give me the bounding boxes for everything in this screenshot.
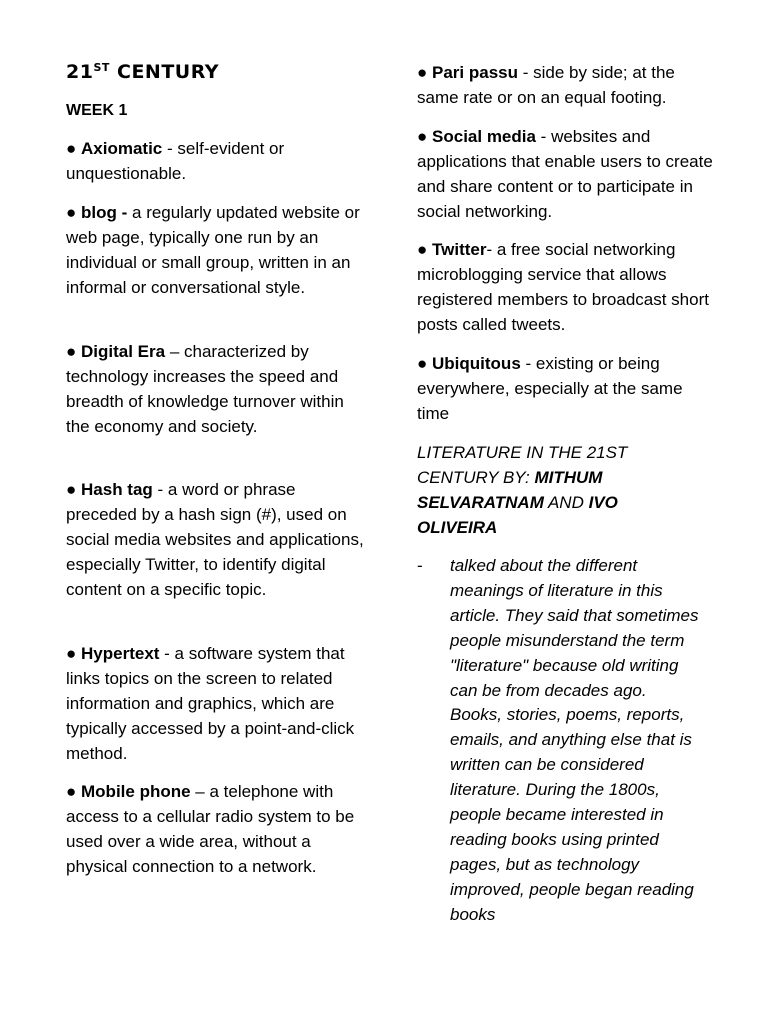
bullet-icon: ● <box>66 342 77 361</box>
separator: – <box>190 782 210 801</box>
glossary-definition: side by side; at the same rate or on an equal footing. <box>417 63 675 107</box>
glossary-definition: characterized by technology increases the speed and breadth of knowledge turnover within the economy and society. <box>66 342 344 436</box>
glossary-term: Axiomatic <box>81 139 163 158</box>
separator: - <box>159 644 175 663</box>
glossary-entry-twitter <box>417 238 717 338</box>
glossary-term: Digital Era <box>81 342 166 361</box>
bullet-icon: ● <box>66 644 77 663</box>
title-text: CENTURY <box>109 61 220 83</box>
bullet-icon: ● <box>66 480 77 499</box>
glossary-definition: websites and applications that enable users to create and share content or to participate in social networking. <box>417 127 713 221</box>
glossary-term: Ubiquitous <box>432 354 521 373</box>
glossary-term: Twitter <box>432 240 487 259</box>
separator: - <box>152 480 168 499</box>
literature-heading <box>417 441 647 541</box>
glossary-entry-blog <box>66 201 366 301</box>
bullet-icon: ● <box>417 127 428 146</box>
glossary-definition: a software system that links topics on the screen to related information and graphics, which are typically accessed by a point-and-click method. <box>66 644 355 763</box>
bullet-icon: ● <box>66 139 77 158</box>
title-superscript: ST <box>93 61 110 74</box>
bullet-icon: ● <box>417 354 428 373</box>
separator: – <box>165 342 185 361</box>
bullet-icon: ● <box>66 203 77 222</box>
glossary-entry-ubiquitous <box>417 352 717 427</box>
glossary-term: blog - <box>81 203 128 222</box>
glossary-entry-pari-passu <box>417 61 717 111</box>
separator: - <box>518 63 534 82</box>
glossary-definition: self-evident or unquestionable. <box>66 139 285 183</box>
glossary-term: Pari passu <box>432 63 519 82</box>
glossary-term: Hypertext <box>81 644 160 663</box>
glossary-definition: a word or phrase preceded by a hash sign (#), used on social media websites and applications, especially Twitter, to identify digital content on a specific topic. <box>66 480 364 599</box>
bullet-icon: ● <box>417 63 428 82</box>
glossary-term: Hash tag <box>81 480 153 499</box>
glossary-term: Mobile phone <box>81 782 191 801</box>
glossary-definition: a regularly updated website or web page, typically one run by an individual or small group, written in an informal or conversational style. <box>66 203 360 297</box>
glossary-definition: a free social networking microblogging service that allows registered members to broadcast short posts called tweets. <box>417 240 709 334</box>
glossary-entry-axiomatic <box>66 137 366 187</box>
author-name: MITHUM SELVARATNAM <box>417 467 603 512</box>
glossary-entry-mobile-phone <box>66 780 366 880</box>
separator: - <box>520 354 536 373</box>
glossary-entry-hypertext <box>66 642 366 767</box>
separator: - <box>486 240 497 259</box>
page-title <box>66 60 219 87</box>
glossary-entry-digital-era <box>66 340 366 440</box>
glossary-entry-social-media <box>417 125 717 225</box>
literature-summary: talked about the different meanings of literature in this article. They said that sometimes people misunderstand the term "literature" because old writing can be from decades ago. Books, stories, poems, reports, emails, and anything else that is written can be considered literature. During the 1800s, people became interested in reading books using printed pages, but as technology improved, people began reading books <box>450 556 699 924</box>
glossary-definition: a telephone with access to a cellular radio system to be used over a wide area, without a physical connection to a network. <box>66 782 355 876</box>
author-conjunction: AND <box>543 492 589 512</box>
author-name: IVO OLIVEIRA <box>417 492 618 537</box>
glossary-term: Social media <box>432 127 536 146</box>
week-label: WEEK 1 <box>66 102 128 119</box>
glossary-entry-hash-tag <box>66 478 366 603</box>
title-number: 21 <box>66 61 94 83</box>
separator: - <box>535 127 552 146</box>
literature-heading-text: LITERATURE IN THE 21ST CENTURY BY: <box>417 443 628 487</box>
bullet-icon: ● <box>417 240 428 259</box>
glossary-definition: existing or being everywhere, especially at the same time <box>417 354 683 423</box>
bullet-icon: ● <box>66 782 77 801</box>
list-dash-marker: - <box>417 556 423 575</box>
separator: - <box>162 139 178 158</box>
